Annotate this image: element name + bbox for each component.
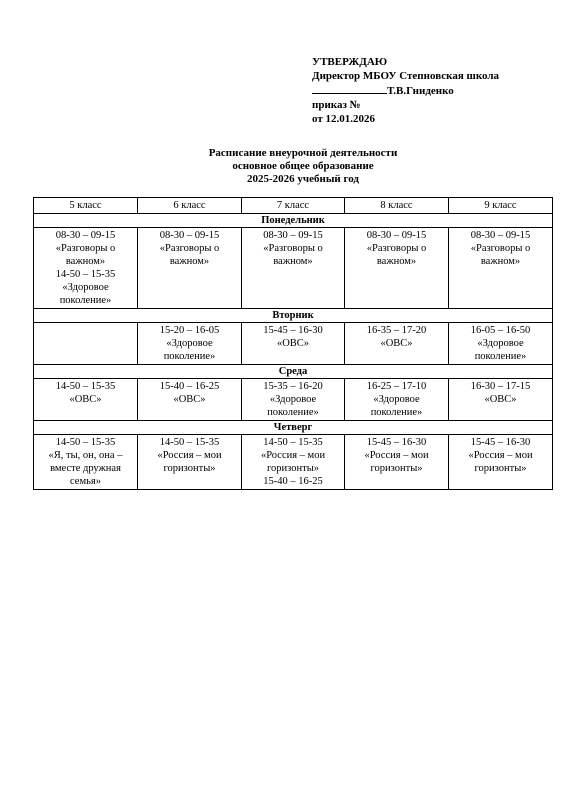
session-time: 15-20 – 16-05	[159, 325, 220, 336]
session-time: 15-45 – 16-30	[470, 437, 531, 448]
signature-blank	[312, 83, 387, 94]
session-activity: «Разговоры о важном»	[159, 243, 220, 267]
session-cell	[138, 379, 242, 421]
session-activity: «Здоровое поколение»	[370, 394, 423, 418]
session-time: 14-50 – 15-35	[55, 437, 116, 448]
approval-position: Директор МБОУ Степновская школа	[312, 70, 500, 82]
column-header: 8 класс	[345, 198, 449, 214]
session-time: 16-25 – 17-10	[366, 381, 427, 392]
session-time: 16-35 – 17-20	[366, 325, 427, 336]
session-time: 08-30 – 09-15	[55, 230, 116, 241]
session-time: 08-30 – 09-15	[263, 230, 323, 241]
session-cell	[449, 435, 553, 490]
session-time: 08-30 – 09-15	[366, 230, 427, 241]
session-activity: «Разговоры о важном»	[470, 243, 531, 267]
day-name: Среда	[34, 365, 553, 379]
approval-order-label: приказ №	[312, 99, 361, 111]
session-cell	[345, 379, 449, 421]
session-cell	[138, 228, 242, 309]
session-cell	[34, 228, 138, 309]
schedule-heading	[0, 147, 566, 186]
day-name: Четверг	[34, 421, 553, 435]
session-time: 14-50 – 15-35	[263, 437, 323, 448]
session-activity: «ОВС»	[484, 394, 517, 405]
session-time: 08-30 – 09-15	[159, 230, 220, 241]
sessions-row	[34, 323, 553, 365]
session-time: 14-50 – 15-35	[55, 381, 116, 392]
session-time: 14-50 – 15-35	[55, 269, 116, 280]
session-activity: «Разговоры о важном»	[366, 243, 427, 267]
session-activity: «Разговоры о важном»	[55, 243, 116, 267]
session-activity: «Здоровое поколение»	[267, 394, 319, 418]
session-activity: «Здоровое поколение»	[163, 338, 216, 362]
day-name: Вторник	[34, 309, 553, 323]
session-activity: «Здоровое поколение»	[59, 282, 112, 306]
heading-line-2: основное общее образование	[232, 160, 374, 172]
approval-block	[312, 55, 499, 126]
day-name: Понедельник	[34, 214, 553, 228]
approval-title: УТВЕРЖДАЮ	[312, 56, 388, 68]
column-header: 9 класс	[449, 198, 553, 214]
session-activity: «ОВС»	[380, 338, 413, 349]
session-cell	[34, 379, 138, 421]
session-cell	[138, 435, 242, 490]
session-activity: «Россия – мои горизонты»	[260, 450, 326, 474]
column-header: 5 класс	[34, 198, 138, 214]
session-cell	[34, 323, 138, 365]
heading-line-1: Расписание внеурочной деятельности	[208, 147, 398, 159]
session-time: 15-40 – 16-25	[263, 476, 323, 487]
session-time: 15-40 – 16-25	[159, 381, 220, 392]
session-time: 15-45 – 16-30	[366, 437, 427, 448]
session-cell	[449, 323, 553, 365]
session-cell	[345, 228, 449, 309]
schedule-body	[34, 214, 553, 490]
session-cell	[242, 379, 345, 421]
column-header: 6 класс	[138, 198, 242, 214]
session-time: 14-50 – 15-35	[159, 437, 220, 448]
approval-signature-line	[312, 83, 499, 98]
session-cell	[242, 228, 345, 309]
session-cell	[34, 435, 138, 490]
schedule-table	[33, 197, 553, 490]
sessions-row	[34, 379, 553, 421]
day-row	[34, 309, 553, 323]
session-time: 16-30 – 17-15	[470, 381, 531, 392]
session-cell	[138, 323, 242, 365]
session-cell	[345, 323, 449, 365]
day-row	[34, 421, 553, 435]
session-time: 15-45 – 16-30	[263, 325, 323, 336]
session-activity: «ОВС»	[173, 394, 206, 405]
session-cell	[345, 435, 449, 490]
session-activity: «Россия – мои горизонты»	[157, 450, 222, 474]
heading-line-3: 2025-2026 учебный год	[247, 173, 359, 185]
session-activity: «Я, ты, он, она – вместе дружная семья»	[48, 450, 123, 487]
column-header: 7 класс	[242, 198, 345, 214]
session-cell	[449, 379, 553, 421]
sessions-row	[34, 228, 553, 309]
session-cell	[242, 323, 345, 365]
approval-signatory: Т.В.Гниденко	[387, 85, 454, 97]
sessions-row	[34, 435, 553, 490]
session-activity: «Разговоры о важном»	[263, 243, 323, 267]
session-time: 15-35 – 16-20	[263, 381, 323, 392]
session-cell	[449, 228, 553, 309]
session-cell	[242, 435, 345, 490]
day-row	[34, 365, 553, 379]
session-activity: «ОВС»	[69, 394, 102, 405]
day-row	[34, 214, 553, 228]
session-activity: «Здоровое поколение»	[474, 338, 527, 362]
approval-order-date: от 12.01.2026	[312, 113, 376, 125]
class-header-row	[34, 198, 553, 214]
session-activity: «Россия – мои горизонты»	[468, 450, 533, 474]
session-time: 08-30 – 09-15	[470, 230, 531, 241]
session-time: 16-05 – 16-50	[470, 325, 531, 336]
session-activity: «Россия – мои горизонты»	[364, 450, 429, 474]
session-activity: «ОВС»	[276, 338, 310, 349]
